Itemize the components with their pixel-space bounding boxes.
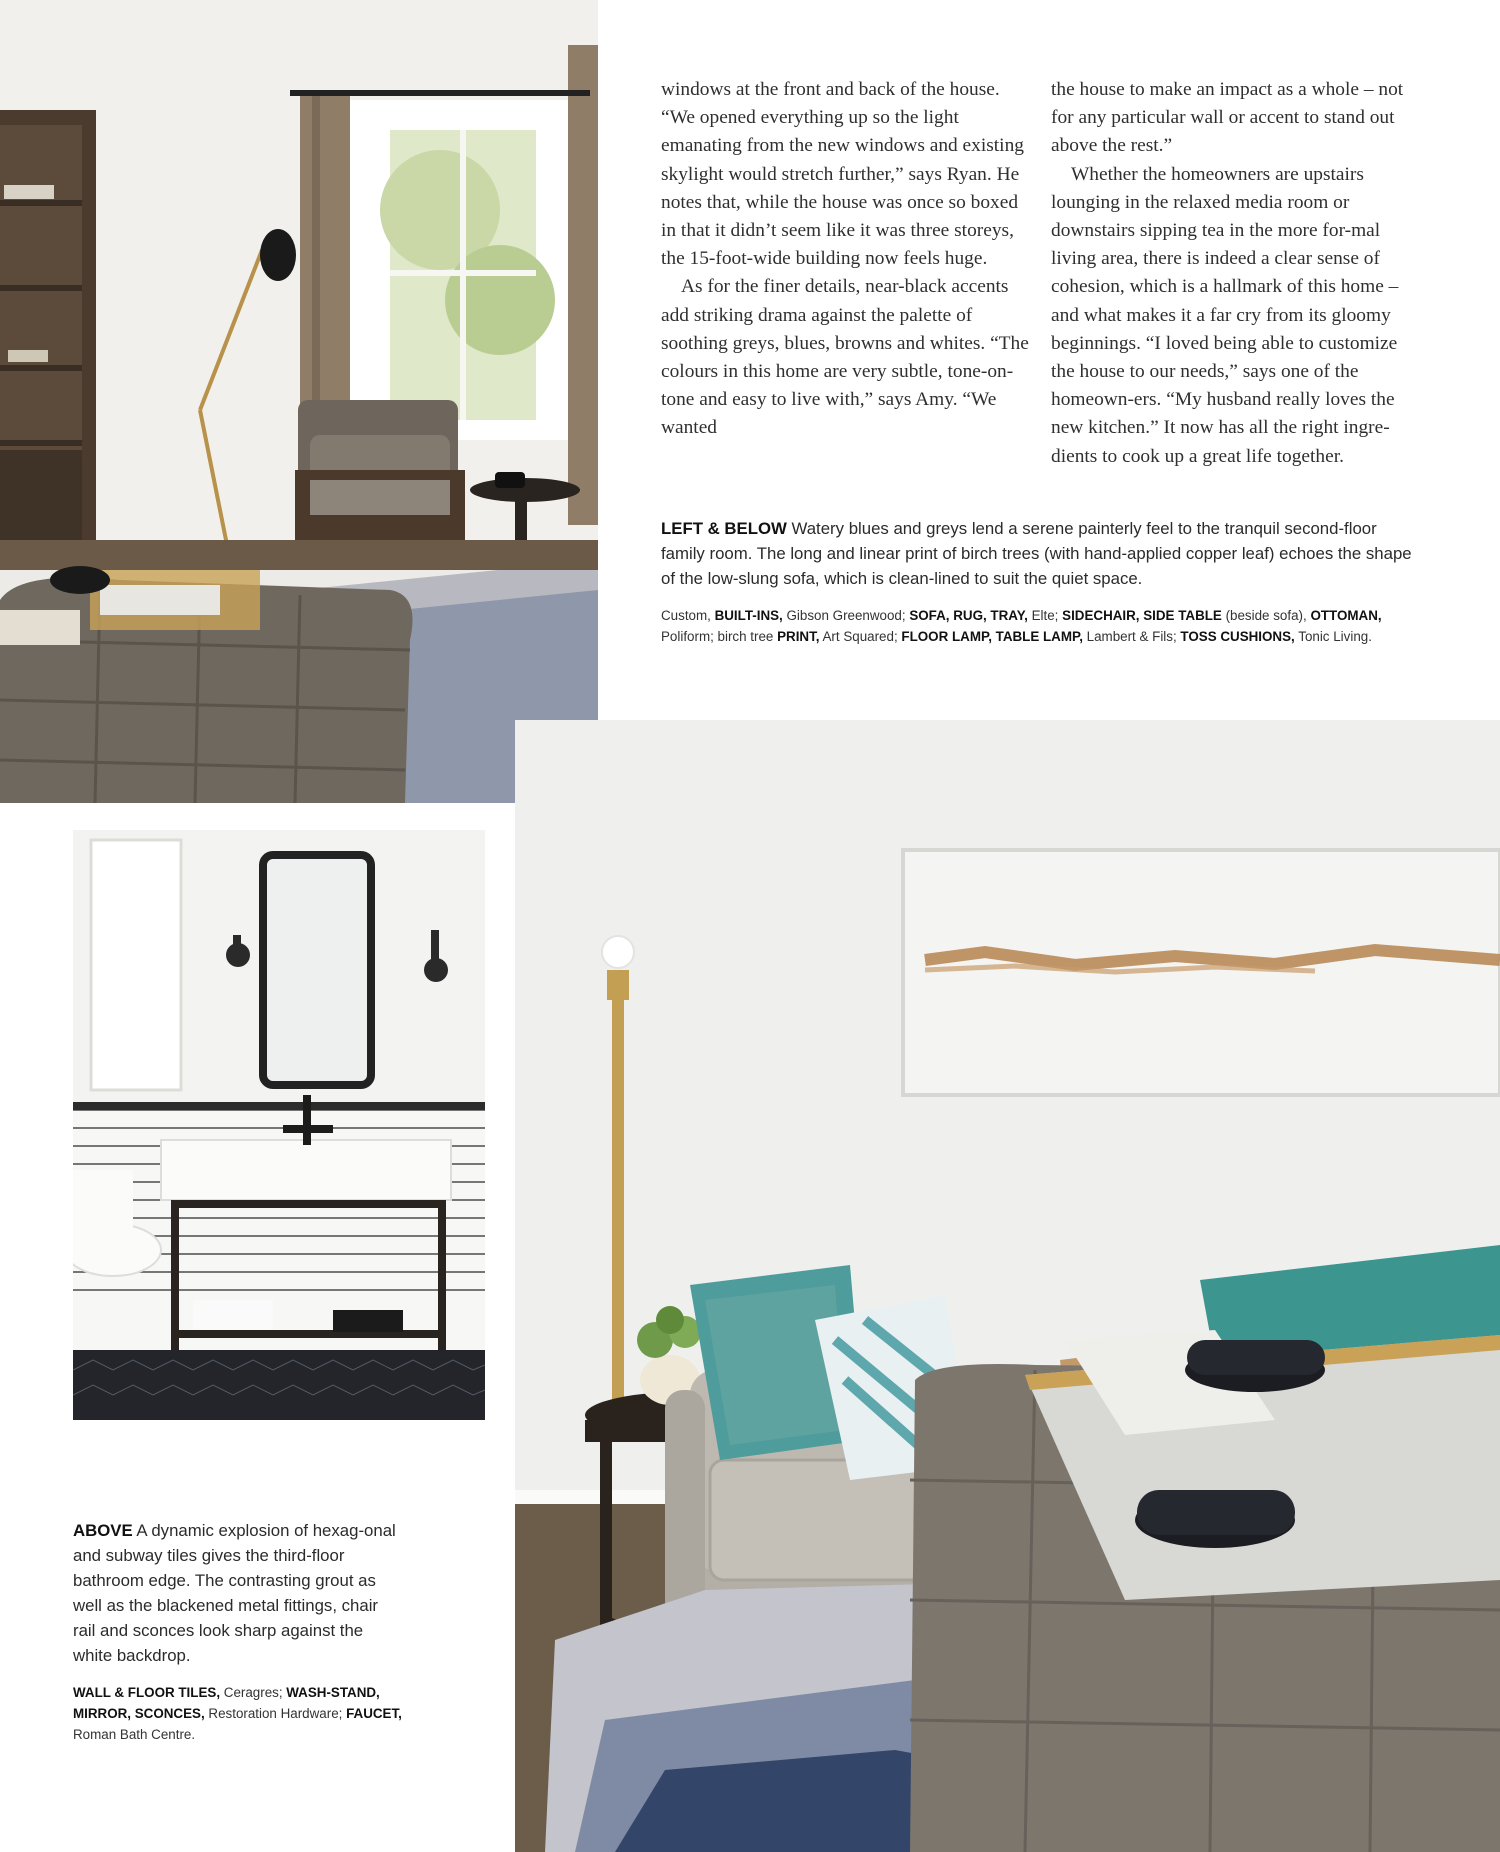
credit-label: SOFA, RUG, TRAY, [909,608,1028,623]
credit-label: TOSS CUSHIONS, [1180,629,1295,644]
photo-caption-top [661,516,1421,647]
caption-credits [73,1682,403,1745]
body-paragraph: the house to make an impact as a whole – not for any particular wall or accent to stand out above the rest.” [1051,79,1404,157]
caption-body: Watery blues and greys lend a serene painterly feel to the tranquil second-floor family room. The long and linear print of birch trees (with hand-applied copper leaf) echoes the shape of the low-slung sofa, which is clean-lined to suit the quiet space. [661,519,1412,588]
credit-label: PRINT, [777,629,820,644]
credit-source: Custom, [661,608,715,623]
caption-text [73,1518,403,1668]
credit-source: Gibson Greenwood; [782,608,910,623]
body-text-column-2 [1051,76,1423,471]
family-room-photo [0,0,598,803]
credit-label: FLOOR LAMP, TABLE LAMP, [901,629,1083,644]
credit-source: Poliform; birch tree [661,629,778,644]
credit-label: OTTOMAN, [1310,608,1382,623]
credit-label: FAUCET, [346,1706,402,1721]
credit-source: Lambert & Fils; [1082,629,1181,644]
caption-body: A dynamic explosion of hexag-onal and subway tiles gives the third-floor bathroom edge. The contrasting grout as well as the blackened metal fittings, chair rail and sconces look sharp against the white backdrop. [73,1521,396,1665]
credit-label: SIDECHAIR, SIDE TABLE [1062,608,1222,623]
credit-label: WASH-STAND, MIRROR, SCONCES, [73,1685,380,1721]
body-paragraph: windows at the front and back of the house. “We opened everything up so the light emanating from the new windows and existing skylight would stretch further,” says Ryan. He notes that, while the house was once so boxed in that it didn’t seem like it was three storeys, the 15-foot-wide building now feels huge. [661,79,1024,270]
credit-label: BUILT-INS, [714,608,783,623]
bathroom-photo [73,830,485,1420]
credit-source: Roman Bath Centre. [73,1727,196,1742]
credit-source: Ceragres; [220,1685,287,1700]
body-paragraph: Whether the homeowners are upstairs lounging in the relaxed media room or downstairs sipping tea in the more for-mal living area, there is indeed a clear sense of cohesion, which is a hallmark of this home – and what makes it a far cry from its gloomy beginnings. “I loved being able to customize the house to our needs,” says one of the homeown-ers. “My husband really loves the new kitchen.” It now has all the right ingre-dients to cook up a great life together. [1051,163,1399,467]
body-paragraph: As for the finer details, near-black accents add striking drama against the palette of soothing greys, blues, browns and whites. “The colours in this home are very subtle, tone-on-tone and easy to live with,” says Amy. “We wanted [661,276,1029,439]
living-room-photo [515,720,1500,1852]
credit-source: Tonic Living. [1294,629,1372,644]
photo-caption-bathroom [73,1518,403,1745]
caption-text [661,516,1421,591]
credit-label: WALL & FLOOR TILES, [73,1685,221,1700]
credit-source: Restoration Hardware; [204,1706,347,1721]
body-text-column-1 [661,76,1029,443]
caption-credits [661,605,1421,647]
credit-source: Art Squared; [819,629,902,644]
caption-lead: ABOVE [73,1521,133,1540]
caption-lead: LEFT & BELOW [661,519,787,538]
credit-source: (beside sofa), [1221,608,1311,623]
credit-source: Elte; [1027,608,1063,623]
